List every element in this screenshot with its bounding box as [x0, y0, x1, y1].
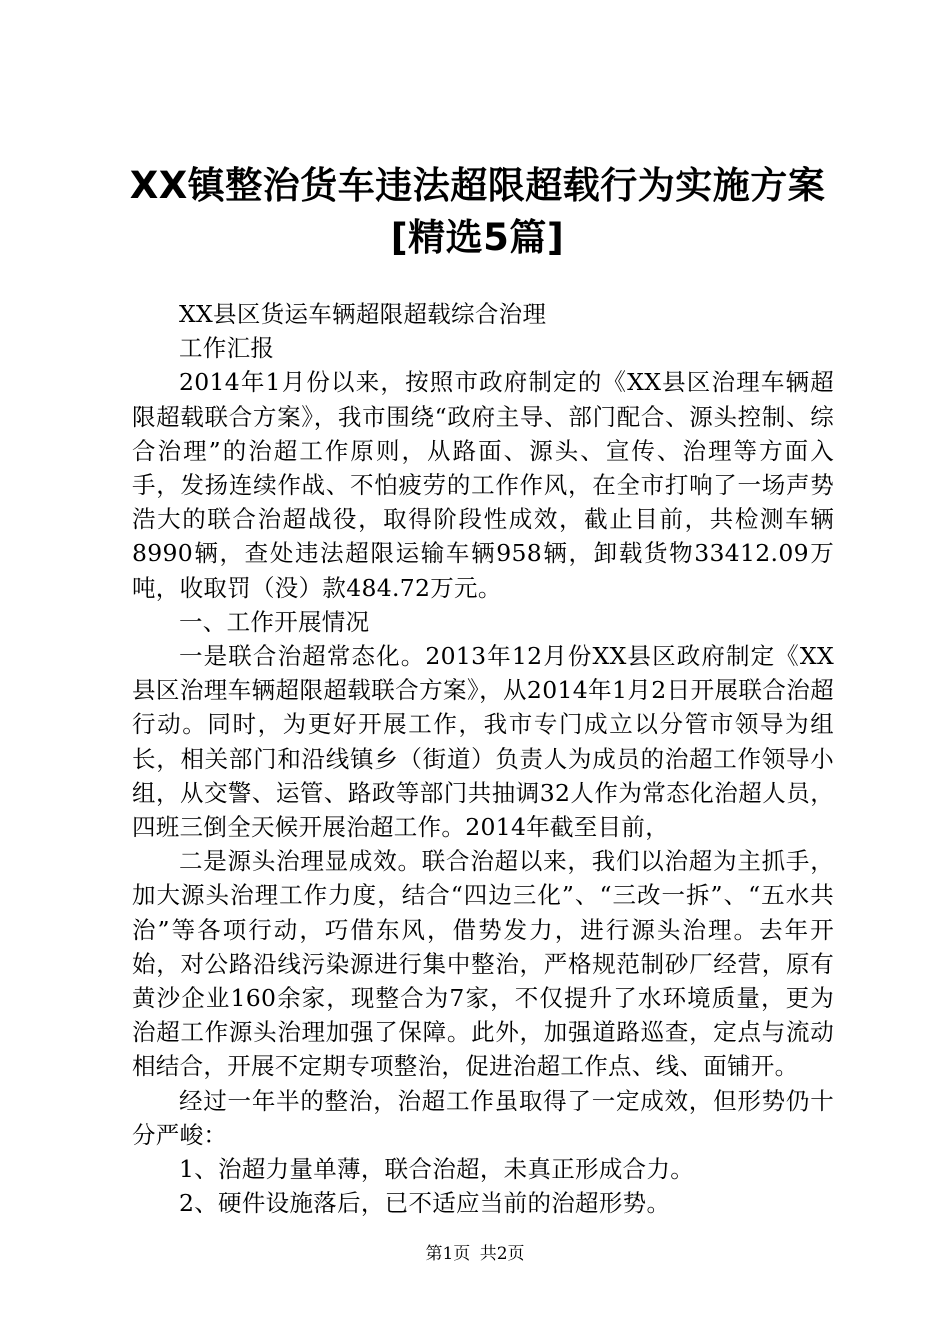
- page-number: 第1页: [425, 1244, 471, 1264]
- paragraph-issue-1: 1、治超力量单薄，联合治超，未真正形成合力。: [179, 1155, 695, 1184]
- paragraph-situation: 经过一年半的整治，治超工作虽取得了一定成效，但形势仍十分严峻：: [132, 1086, 834, 1149]
- section-heading: 一、工作开展情况: [179, 607, 370, 636]
- paragraph-report-label: 工作汇报: [179, 334, 275, 363]
- page-footer: [0, 1243, 950, 1265]
- paragraph-subtitle: XX县区货运车辆超限超载综合治理: [179, 300, 547, 328]
- paragraph-point-2: 二是源头治理显成效。联合治超以来，我们以治超为主抓手，加大源头治理工作力度，结合“四边三化”、“三改一拆”、“五水共治”等各项行动，巧借东风，借势发力，进行源头治理。去年开始，对公路沿线污染源进行集中整治，严格规范制砂厂经营，原有黄沙企业160余家，现整合为7家，不仅提升了水环境质量，更为治超工作源头治理加强了保障。此外，加强道路巡查，定点与流动相结合，开展不定期专项整治，促进治超工作点、线、面铺开。: [132, 847, 834, 1081]
- paragraph-point-1: 一是联合治超常态化。2013年12月份XX县区政府制定《XX县区治理车辆超限超载联合方案》，从2014年1月2日开展联合治超行动。同时，为更好开展工作，我市专门成立以分管市领导为组长，相关部门和沿线镇乡（街道）负责人为成员的治超工作领导小组，从交警、运管、路政等部门共抽调32人作为常态化治超人员，四班三倒全天候开展治超工作。2014年截至目前，: [132, 642, 834, 842]
- document-title: XX镇整治货车违法超限超载行为实施方案[精选5篇]: [129, 164, 826, 259]
- paragraph-issue-2: 2、硬件设施落后，已不适应当前的治超形势。: [179, 1189, 671, 1218]
- page-total: 共2页: [479, 1244, 525, 1264]
- paragraph-intro: 2014年1月份以来，按照市政府制定的《XX县区治理车辆超限超载联合方案》，我市围绕“政府主导、部门配合、源头控制、综合治理”的治超工作原则，从路面、源头、宣传、治理等方面入手，发扬连续作战、不怕疲劳的工作作风，在全市打响了一场声势浩大的联合治超战役，取得阶段性成效，截止目前，共检测车辆8990辆，查处违法超限运输车辆958辆，卸载货物33412.09万吨，收取罚（没）款484.72万元。: [132, 368, 834, 602]
- document-body: [132, 297, 834, 1220]
